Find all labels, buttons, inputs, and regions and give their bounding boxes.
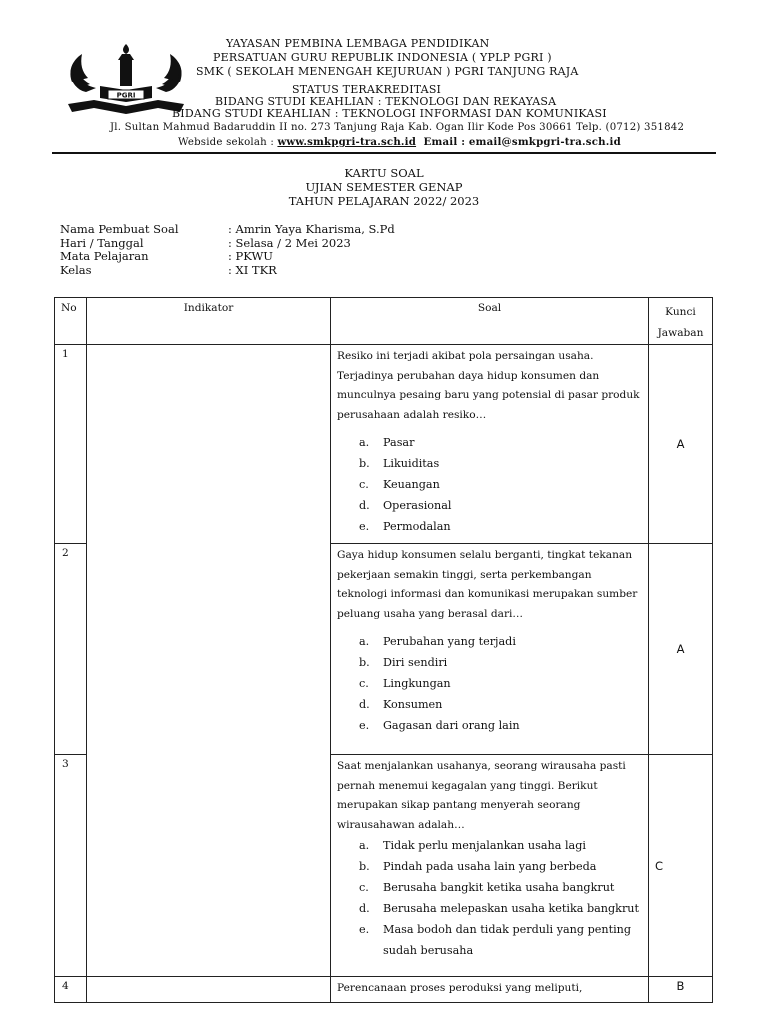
option-text: Berusaha bangkit ketika usaha bangkrut bbox=[383, 881, 615, 894]
option-letter: c. bbox=[359, 677, 369, 690]
website-link[interactable]: www.smkpgri-tra.sch.id bbox=[277, 136, 417, 148]
option-letter: b. bbox=[359, 656, 370, 669]
row-number: 3 bbox=[55, 755, 87, 977]
option-letter: a. bbox=[359, 839, 370, 852]
option-item bbox=[359, 453, 642, 474]
letterhead-divider bbox=[52, 152, 716, 154]
option-item bbox=[359, 919, 642, 961]
meta-row-author bbox=[60, 223, 395, 237]
logo-text: PGRI bbox=[116, 91, 136, 100]
table-header-row bbox=[55, 298, 713, 345]
letterhead-school: SMK ( SEKOLAH MENENGAH KEJURUAN ) PGRI TANJUNG RAJA bbox=[196, 65, 579, 78]
email-link[interactable]: email@smkpgri-tra.sch.id bbox=[468, 136, 621, 148]
letterhead-status: STATUS TERAKREDITASI bbox=[292, 83, 442, 96]
indikator-cell bbox=[87, 345, 331, 977]
option-letter: e. bbox=[359, 719, 370, 732]
option-letter: d. bbox=[359, 902, 370, 915]
letterhead-field-1: BIDANG STUDI KEAHLIAN : TEKNOLOGI DAN REKAYASA bbox=[215, 95, 557, 108]
meta-row-date bbox=[60, 237, 395, 251]
letterhead-association: PERSATUAN GURU REPUBLIK INDONESIA ( YPLP PGRI ) bbox=[213, 51, 552, 64]
option-letter: b. bbox=[359, 860, 370, 873]
option-text: Diri sendiri bbox=[383, 656, 448, 669]
meta-row-subject bbox=[60, 250, 395, 264]
meta-label: Nama Pembuat Soal bbox=[60, 222, 179, 236]
option-text: Keuangan bbox=[383, 478, 440, 491]
letterhead-address: Jl. Sultan Mahmud Badaruddin II no. 273 Tanjung Raja Kab. Ogan Ilir Kode Pos 30661 Telp. (0712) 351842 bbox=[110, 122, 685, 133]
option-text: Operasional bbox=[383, 499, 452, 512]
question-table bbox=[54, 297, 713, 1003]
question-text: Resiko ini terjadi akibat pola persaingan usaha. Terjadinya perubahan daya hidup konsumen dan munculnya pesaing baru yang potensial di pasar produk perusahaan adalah resiko… bbox=[337, 350, 640, 421]
option-letter: d. bbox=[359, 698, 370, 711]
meta-value: : Amrin Yaya Kharisma, S.Pd bbox=[228, 222, 395, 236]
option-item bbox=[359, 432, 642, 453]
option-text: Tidak perlu menjalankan usaha lagi bbox=[383, 839, 586, 852]
meta-value: : XI TKR bbox=[228, 262, 277, 277]
option-letter: d. bbox=[359, 499, 370, 512]
letterhead-field-2: BIDANG STUDI KEAHLIAN : TEKNOLOGI INFORMASI DAN KOMUNIKASI bbox=[172, 107, 607, 120]
option-letter: e. bbox=[359, 923, 370, 936]
option-list bbox=[337, 432, 642, 537]
option-letter: c. bbox=[359, 478, 369, 491]
letterhead-foundation: YAYASAN PEMBINA LEMBAGA PENDIDIKAN bbox=[226, 37, 490, 50]
option-text: Lingkungan bbox=[383, 677, 451, 690]
letterhead-contact bbox=[178, 136, 621, 148]
meta-row-class bbox=[60, 264, 395, 278]
table-row bbox=[55, 977, 713, 1003]
header-soal: Soal bbox=[331, 298, 649, 345]
indikator-cell bbox=[87, 977, 331, 1003]
option-item bbox=[359, 631, 642, 652]
option-text: Berusaha melepaskan usaha ketika bangkrut bbox=[383, 902, 640, 915]
header-no: No bbox=[55, 298, 87, 345]
option-list bbox=[337, 631, 642, 736]
meta-value: : PKWU bbox=[228, 249, 273, 263]
answer-key: A bbox=[649, 345, 713, 544]
academic-year: TAHUN PELAJARAN 2022/ 2023 bbox=[288, 194, 480, 208]
exam-title: UJIAN SEMESTER GENAP bbox=[305, 180, 463, 194]
option-item bbox=[359, 694, 642, 715]
meta-value: : Selasa / 2 Mei 2023 bbox=[228, 235, 351, 250]
option-text: Likuiditas bbox=[383, 457, 440, 470]
option-text: Perubahan yang terjadi bbox=[383, 635, 516, 648]
option-letter: c. bbox=[359, 881, 369, 894]
question-text: Gaya hidup konsumen selalu berganti, tingkat tekanan pekerjaan semakin tinggi, serta perkembangan teknologi informasi dan komunikasi merupakan sumber peluang usaha yang berasal dari… bbox=[337, 549, 638, 620]
website-label: Webside sekolah : bbox=[178, 137, 278, 148]
option-item bbox=[359, 877, 642, 898]
question-cell bbox=[331, 345, 649, 544]
option-text: Pasar bbox=[383, 436, 415, 449]
row-number: 2 bbox=[55, 544, 87, 755]
option-item bbox=[359, 652, 642, 673]
option-text: Masa bodoh dan tidak perduli yang penting sudah berusaha bbox=[383, 923, 632, 957]
option-letter: e. bbox=[359, 520, 370, 533]
option-letter: a. bbox=[359, 436, 370, 449]
row-number: 4 bbox=[55, 977, 87, 1003]
option-item bbox=[359, 516, 642, 537]
question-cell bbox=[331, 977, 649, 1003]
meta-label: Hari / Tanggal bbox=[60, 235, 144, 250]
option-item bbox=[359, 474, 642, 495]
option-list bbox=[337, 835, 642, 961]
question-text: Saat menjalankan usahanya, seorang wirausaha pasti pernah menemui kegagalan yang tinggi. Berikut merupakan sikap pantang menyerah seorang wirausahawan adalah… bbox=[337, 760, 626, 831]
option-text: Pindah pada usaha lain yang berbeda bbox=[383, 860, 597, 873]
row-number: 1 bbox=[55, 345, 87, 544]
question-cell bbox=[331, 544, 649, 755]
option-letter: b. bbox=[359, 457, 370, 470]
option-letter: a. bbox=[359, 635, 370, 648]
email-label: Email : bbox=[416, 136, 469, 148]
option-text: Permodalan bbox=[383, 520, 451, 533]
answer-key: C bbox=[649, 755, 713, 977]
answer-key: B bbox=[649, 977, 713, 1003]
option-text: Konsumen bbox=[383, 698, 443, 711]
question-text: Perencanaan proses peroduksi yang meliputi, bbox=[337, 982, 583, 994]
answer-key: A bbox=[649, 544, 713, 755]
header-kunci: Kunci Jawaban bbox=[649, 298, 713, 345]
card-title: KARTU SOAL bbox=[344, 166, 424, 180]
meta-label: Kelas bbox=[60, 262, 92, 277]
option-item bbox=[359, 856, 642, 877]
header-indikator: Indikator bbox=[87, 298, 331, 345]
option-item bbox=[359, 673, 642, 694]
question-cell bbox=[331, 755, 649, 977]
option-item bbox=[359, 715, 642, 736]
pgri-logo-icon bbox=[64, 42, 188, 118]
meta-info bbox=[60, 223, 395, 277]
option-text: Gagasan dari orang lain bbox=[383, 719, 520, 732]
option-item bbox=[359, 835, 642, 856]
table-row bbox=[55, 345, 713, 544]
option-item bbox=[359, 898, 642, 919]
option-item bbox=[359, 495, 642, 516]
meta-label: Mata Pelajaran bbox=[60, 249, 149, 263]
